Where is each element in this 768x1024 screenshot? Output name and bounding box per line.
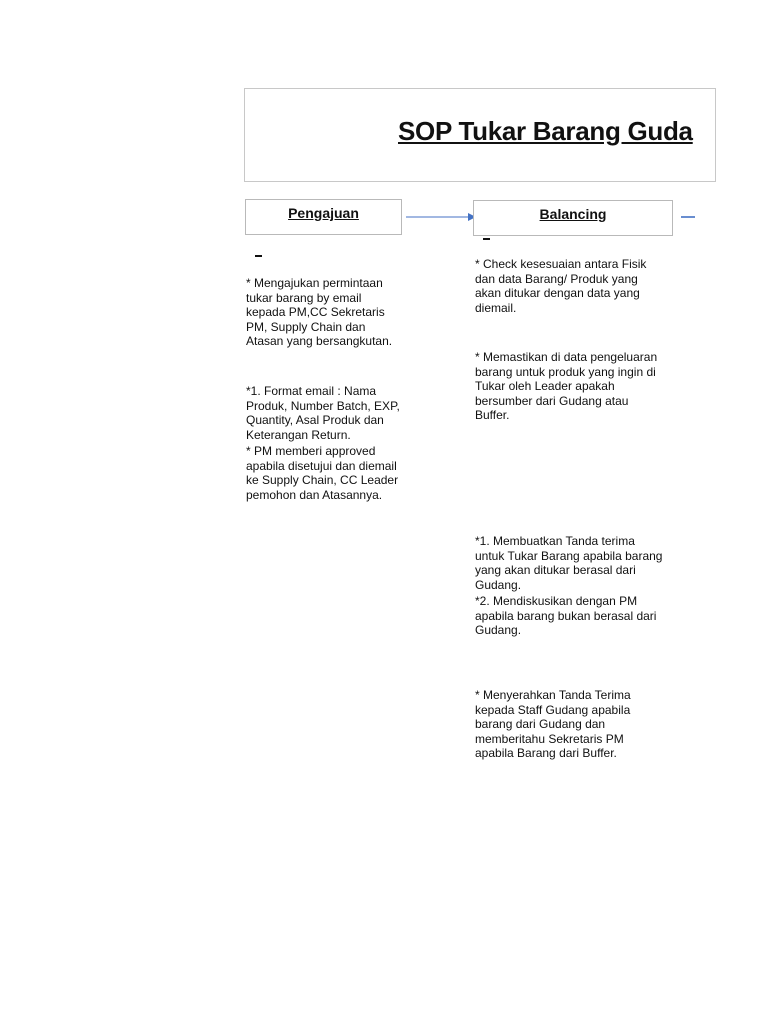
pengajuan-text-3: * PM memberi approved apabila disetujui dan diemail ke Supply Chain, CC Leader pemohon dan Atasannya. <box>246 444 399 502</box>
step-balancing-label: Balancing <box>539 206 607 222</box>
balancing-text-2: * Memastikan di data pengeluaran barang untuk produk yang ingin di Tukar oleh Leader apakah bersumber dari Gudang atau Buffer. <box>475 350 658 423</box>
step-pengajuan-label: Pengajuan <box>288 205 359 221</box>
text-marker <box>255 255 262 257</box>
flow-arrow-icon <box>406 210 476 224</box>
text-marker <box>483 238 490 240</box>
pengajuan-text-1: * Mengajukan permintaan tukar barang by email kepada PM,CC Sekretaris PM, Supply Chain dan Atasan yang bersangkutan. <box>246 276 393 349</box>
balancing-text-1: * Check kesesuaian antara Fisik dan data Barang/ Produk yang akan ditukar dengan data yang diemail. <box>475 257 647 315</box>
balancing-text-3: *1. Membuatkan Tanda terima untuk Tukar Barang apabila barang yang akan ditukar berasal dari Gudang. <box>475 534 663 592</box>
balancing-text-5: * Menyerahkan Tanda Terima kepada Staff Gudang apabila barang dari Gudang dan memberitahu Sekretaris PM apabila Barang dari Buffer. <box>475 688 631 761</box>
page-title: SOP Tukar Barang Guda <box>398 116 693 146</box>
pengajuan-text-2: *1. Format email : Nama Produk, Number Batch, EXP, Quantity, Asal Produk dan Keterangan Return. <box>246 384 400 442</box>
step-pengajuan-box <box>245 199 402 235</box>
balancing-text-4: *2. Mendiskusikan dengan PM apabila barang bukan berasal dari Gudang. <box>475 594 657 638</box>
step-balancing-box <box>473 200 673 236</box>
flow-arrow-continuation <box>681 216 695 218</box>
